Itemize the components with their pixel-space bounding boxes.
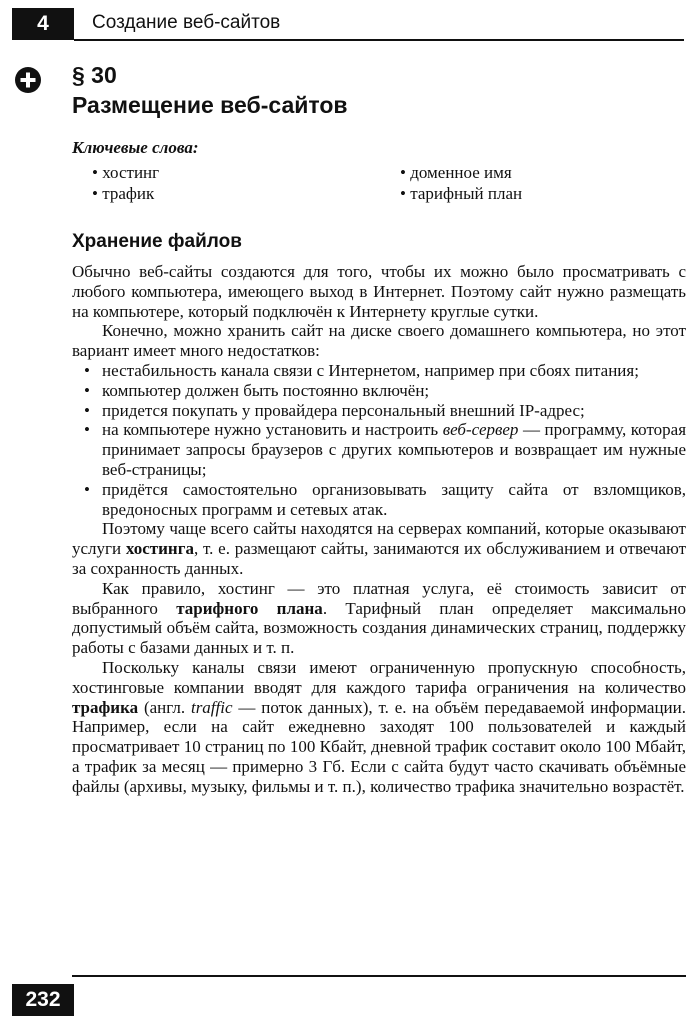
keywords-label: Ключевые слова: [72,138,199,157]
term-tariff-plan: тарифного плана [176,598,323,618]
list-item: • придётся самостоятельно организовывать защиту сайта от взломщиков, вредоносных программ и сетевых атак. [102,480,686,520]
paragraph: Поскольку каналы связи имеют ограниченную пропускную способность, хостинговые компании вводят для каждого тарифа ограничения на количество трафика (англ. traffic — поток данных), т. е. на объём передаваемой информации. Например, если на сайт ежедневно заходят 100 пользователей и каждый просматривает 10 страниц по 100 Кбайт, дневной трафик составит около 100 Мбайт, а трафик за месяц — примерно 3 Гб. Если с сайта будут часто скачивать объёмные файлы (архивы, музыку, фильмы и т. п.), количество трафика значительно возрастёт. [72,657,687,796]
page-number-box [12,984,74,1016]
term-traffic-english: traffic [190,697,233,717]
page-header [12,8,684,42]
keyword-item: • хостинг [92,163,160,182]
paragraph: Поэтому чаще всего сайты находятся на серверах компаний, которые оказывают услуги хостинга, т. е. размещают сайты, занимаются их обслуживанием и отвечают за сохранность данных. [72,519,686,578]
chapter-title: Создание веб-сайтов [92,12,281,33]
keyword-item: • тарифный план [400,184,523,203]
footer-rule [72,975,686,977]
section-number: § 30 [72,62,117,88]
header-rule [74,39,684,41]
list-item: • на компьютере нужно установить и настроить веб-сервер — программу, которая принимает запросы браузеров с других компьютеров и возвращает им нужные веб-страницы; [102,420,686,479]
keyword-item: • доменное имя [400,163,512,182]
paragraph: Конечно, можно хранить сайт на диске своего домашнего компьютера, но этот вариант имеет много недостатков: [72,321,686,361]
term-web-server: веб-сервер [442,420,519,440]
paragraph: Как правило, хостинг — это платная услуга, её стоимость зависит от выбранного тарифного плана. Тарифный план определяет максимально допустимый объём сайта, возможность создания динамических страниц, поддержку работы с базами данных и т. п. [72,578,686,658]
body-text [72,262,686,797]
chapter-number-box [12,8,74,40]
chapter-number: 4 [37,12,49,35]
list-item: • компьютер должен быть постоянно включён; [102,381,686,401]
term-traffic: трафика [72,697,139,717]
list-item: • нестабильность канала связи с Интернетом, например при сбоях питания; [102,361,686,381]
page-number: 232 [25,988,61,1011]
subheading: Хранение файлов [72,231,242,252]
section-title: Размещение веб-сайтов [72,92,348,118]
paragraph: Обычно веб-сайты создаются для того, чтобы их можно было просматривать с любого компьютера, имеющего выход в Интернет. Поэтому сайт нужно размещать на компьютере, который подключён к Интернету круглые сутки. [72,262,686,321]
disadvantages-list [72,361,686,519]
plus-circle-icon [14,66,42,94]
list-item: • придется покупать у провайдера персональный внешний IP-адрес; [102,401,686,421]
keywords-column-1 [92,162,159,204]
keywords-column-2 [400,162,522,204]
term-hosting: хостинга [125,539,194,559]
keyword-item: • трафик [92,184,155,203]
